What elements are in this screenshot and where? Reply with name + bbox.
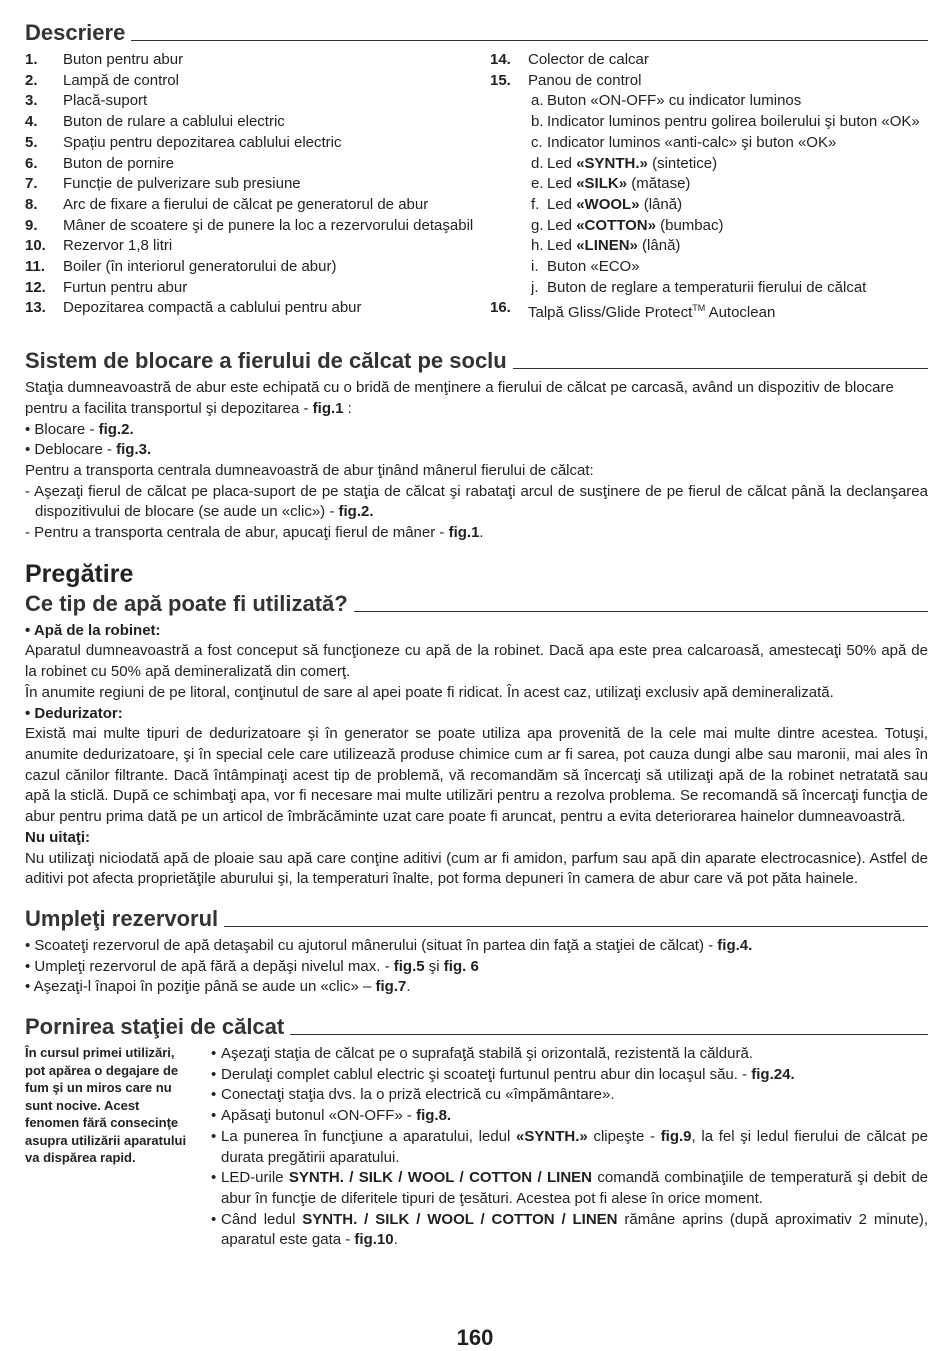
apa-body: • Apă de la robinet: Aparatul dumneavoastră a fost conceput să funcţioneze cu apă de la robinet. Dacă apa este prea calcaroasă, amestecaţi 50% apă de la robinet cu 50% apă demineralizată din comerţ. În anumite regiuni de pe litoral, conţinutul de sare al apei poate fi ridicat. În acest caz, utilizaţi exclusiv apă demineralizată. • Dedurizator: Există mai multe tipuri de dedurizatoare şi în generator se poate utiliza apa provenită de la cele mai multe dintre acestea. Totuşi, anumite dedurizatoare, şi în special cele care utilizează produse chimice cum ar fi sarea, pot cauza dungi albe sau maronii, mai ales în cazul cănilor filtrante. Dacă întâmpinaţi acest tip de problemă, vă recomandăm să încercaţi să utilizaţi apă de la robinet netratată sau apă la sticlă. După ce schimbaţi apa, vor fi necesare mai multe utilizări pentru a rezolva problema. Se recomandă să încercaţi funcţia de abur pentru prima dată pe un articol de îmbrăcăminte uzat care poate fi aruncat, pentru a evita deteriorarea hainelor dumneavoastră. Nu uitaţi: Nu utilizaţi niciodată apă de ploaie sau apă care conţine aditivi (cum ar fi amidon, parfum sau apă din aparate electrocasnice). Astfel de aditivi pot afecta proprietăţile aburului şi, la temperaturi înalte, pot forma depuneri în camera de abur care vă pot păta hainele. bbox=[25, 621, 928, 888]
list-subitem: c. Indicator luminos «anti-calc» şi buton «OK» bbox=[531, 133, 837, 151]
list-subitem: h. Led «LINEN» (lână) bbox=[531, 237, 681, 255]
list-item: • Derulaţi complet cablul electric şi scoateţi furtunul pentru abur din locaşul său. - fig.24. bbox=[211, 1065, 795, 1083]
section-heading-descriere: Descriere bbox=[25, 22, 928, 44]
list-item: 3. Placă-suport bbox=[25, 92, 148, 110]
list-subitem: g. Led «COTTON» (bumbac) bbox=[531, 216, 724, 234]
section-heading-umpleti: Umpleţi rezervorul bbox=[25, 908, 928, 930]
list-subitem: f. Led «WOOL» (lână) bbox=[531, 195, 683, 213]
list-item: • LED-urile SYNTH. / SILK / WOOL / COTTON / LINEN comandă combinaţiile de temperatură şi debit de abur în funcţie de diferitele tipuri de ţesături. Acestea pot fi alese în orice moment. bbox=[211, 1169, 928, 1207]
list-item: • Aşezaţi staţia de călcat pe o suprafaţă stabilă şi orizontală, rezistentă la căldură. bbox=[211, 1045, 753, 1063]
list-item: • La punerea în funcţiune a aparatului, ledul «SYNTH.» clipeşte - fig.9, la fel şi ledul fierului de călcat pe durata pregătirii aparatului. bbox=[211, 1127, 929, 1166]
section-heading-sistem: Sistem de blocare a fierului de călcat pe soclu bbox=[25, 350, 928, 372]
list-subitem: b. Indicator luminos pentru golirea boilerului şi buton «OK» bbox=[531, 113, 920, 131]
list-item: • Conectaţi staţia dvs. la o priză electrică cu «împământare». bbox=[211, 1086, 615, 1104]
list-subitem: d. Led «SYNTH.» (sintetice) bbox=[531, 154, 718, 172]
list-item: • Apăsaţi butonul «ON-OFF» - fig.8. bbox=[211, 1107, 452, 1125]
sistem-body: Staţia dumneavoastră de abur este echipată cu o bridă de menţinere a fierului de călcat pe carcasă, având un dispozitiv de blocare pentru a facilita transportul şi depozitarea - fig.1 : • Blocare - fig.2. • Deblocare - fig.3. Pentru a transporta centrala dumneavoastră de abur ţinând mânerul fierului de călcat: - Aşezaţi fierul de călcat pe placa-suport de pe staţia de călcat şi rabataţi arcul de susţinere de pe fierul de călcat până la declanşarea dispozitivului de blocare (se aude un «clic») - fig.2. - Pentru a transporta centrala de abur, apucaţi fierul de mâner - fig.1. bbox=[25, 379, 928, 542]
manual-page bbox=[25, 22, 928, 1251]
list-item: 1. Buton pentru abur bbox=[25, 51, 184, 68]
list-item: 14. Colector de calcar bbox=[490, 51, 649, 68]
list-item: 6. Buton de pornire bbox=[25, 154, 174, 172]
list-subitem: a. Buton «ON-OFF» cu indicator luminos bbox=[531, 92, 802, 110]
descriere-right-column bbox=[490, 50, 928, 324]
list-item: • Când ledul SYNTH. / SILK / WOOL / COTTON / LINEN rămâne aprins (după aproximativ 2 minute), aparatul este gata - fig.10. bbox=[211, 1210, 929, 1249]
list-item: 8. Arc de fixare a fierului de călcat pe generatorul de abur bbox=[25, 195, 429, 213]
page-title-pregatire: Pregătire bbox=[25, 559, 134, 588]
list-item: 12. Furtun pentru abur bbox=[25, 278, 188, 296]
list-item: 4. Buton de rulare a cablului electric bbox=[25, 113, 285, 131]
list-item: 2. Lampă de control bbox=[25, 71, 179, 89]
page-number: 160 bbox=[456, 1325, 494, 1350]
list-item: 9. Mâner de scoatere şi de punere la loc a rezervorului detaşabil bbox=[25, 216, 474, 234]
section-heading-pornirea: Pornirea staţiei de călcat bbox=[25, 1016, 928, 1038]
list-item: 5. Spațiu pentru depozitarea cablului electric bbox=[25, 133, 342, 151]
pornirea-body bbox=[25, 1044, 928, 1251]
list-subitem: i. Buton «ECO» bbox=[531, 258, 640, 276]
list-subitem: j. Buton de reglare a temperaturii fierului de călcat bbox=[531, 278, 867, 296]
list-item: 11. Boiler (în interiorul generatorului de abur) bbox=[25, 258, 337, 276]
control-panel-subitems bbox=[490, 91, 928, 298]
descriere-list bbox=[25, 50, 928, 324]
list-item: 10. Rezervor 1,8 litri bbox=[25, 237, 173, 255]
list-item: 15. Panou de control bbox=[490, 71, 642, 89]
list-item: 7. Funcție de pulverizare sub presiune bbox=[25, 175, 301, 193]
list-subitem: e. Led «SILK» (mătase) bbox=[531, 175, 691, 193]
pornirea-steps bbox=[211, 1044, 928, 1251]
descriere-left-column bbox=[25, 50, 490, 324]
section-heading-apa: Ce tip de apă poate fi utilizată? bbox=[25, 593, 928, 615]
first-use-note: În cursul primei utilizări, pot apărea o degajare de fum şi un miros care nu sunt nocive. Acest fenomen fără consecinţe asupra utilizării aparatului va dispărea rapid. bbox=[25, 1045, 187, 1166]
list-item: 13. Depozitarea compactă a cablului pentru abur bbox=[25, 299, 362, 317]
umpleti-body: • Scoateţi rezervorul de apă detaşabil cu ajutorul mânerului (situat în partea din faţă a staţiei de călcat) - fig.4. • Umpleţi rezervorul de apă fără a depăşi nivelul max. - fig.5 şi fig. 6 • Aşezaţi-l înapoi în poziţie până se aude un «clic» – fig.7. bbox=[25, 936, 753, 996]
list-item: 16. Talpă Gliss/Glide Protect™ Autoclean bbox=[490, 299, 776, 322]
